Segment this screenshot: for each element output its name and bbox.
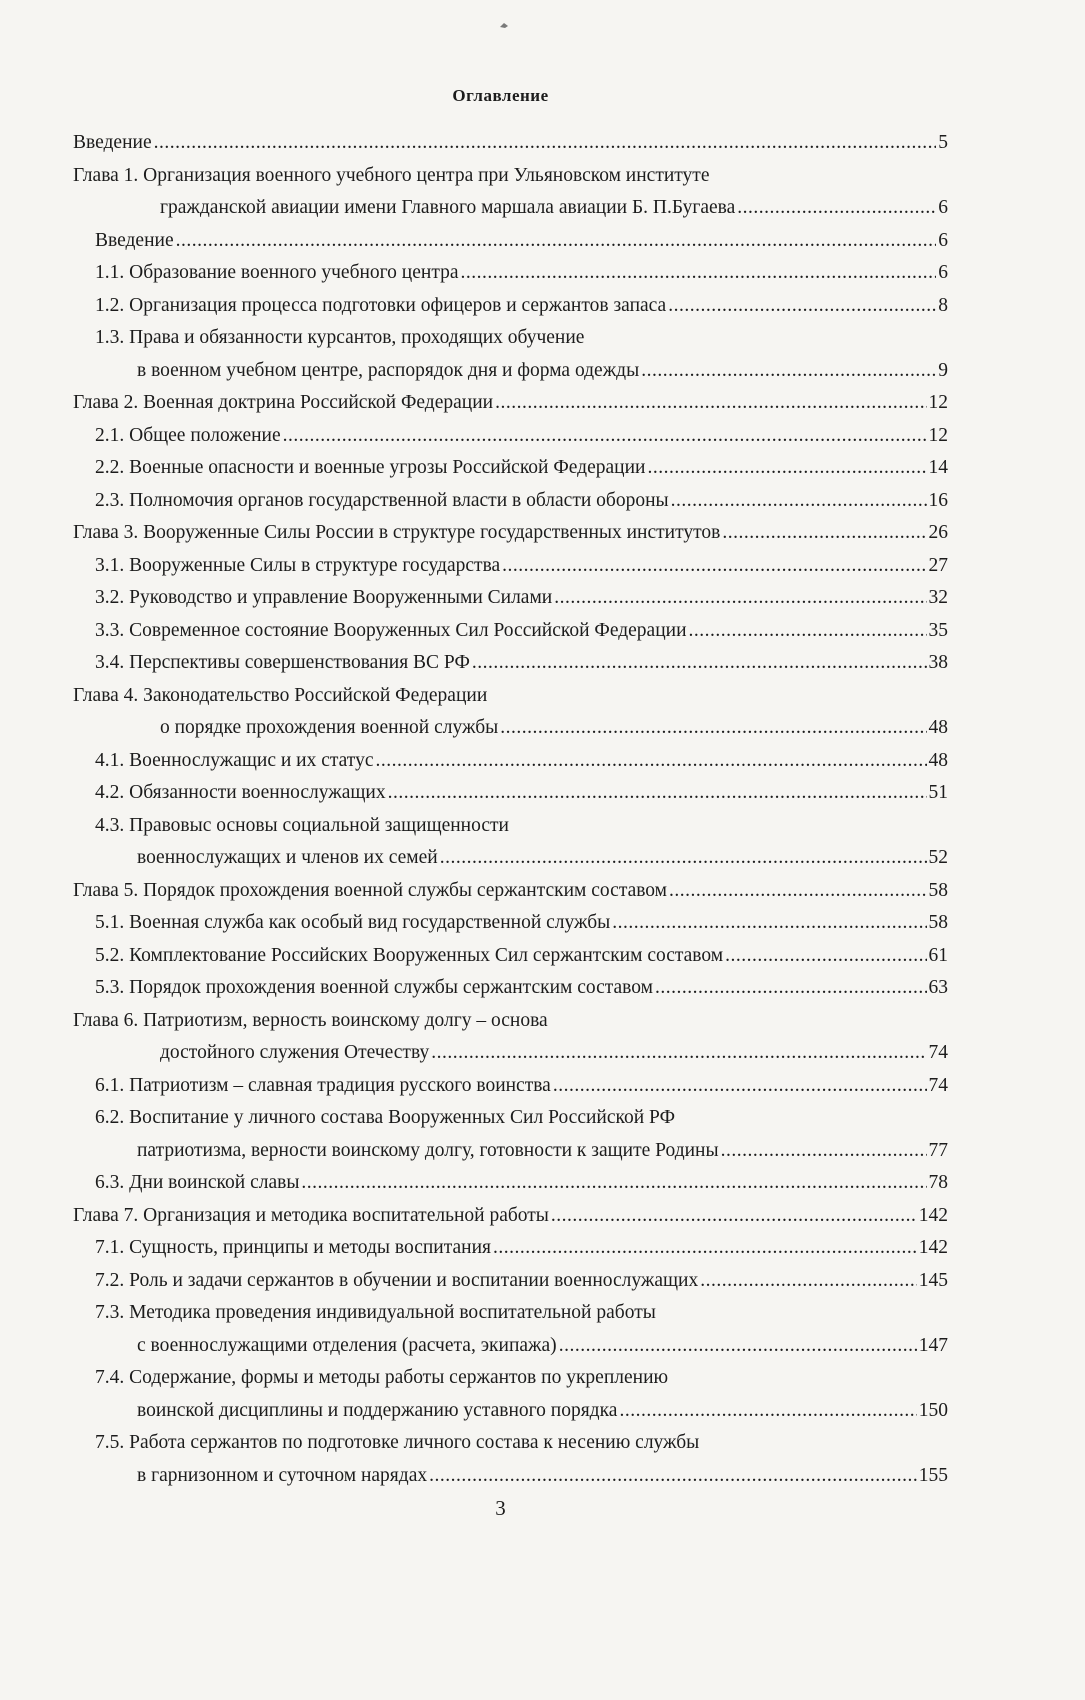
dot-leader — [671, 485, 927, 518]
toc-page-number: 155 — [918, 1464, 948, 1486]
toc-page-number: 63 — [928, 977, 948, 998]
toc-intro-entry — [0, 225, 1001, 258]
toc-entry-row — [95, 745, 948, 778]
dot-leader — [669, 875, 926, 908]
toc-section-entry — [0, 810, 1001, 875]
toc-entry-row — [73, 387, 948, 420]
toc-entry-text: Глава 7. Организация и методика воспитательной работы — [73, 1204, 549, 1226]
toc-section-entry — [0, 1070, 1001, 1103]
dot-leader — [502, 550, 926, 583]
toc-page-number: 74 — [928, 1074, 948, 1096]
ink-speck — [497, 18, 511, 32]
toc-page-number: 12 — [928, 392, 948, 413]
toc-section-entry — [0, 420, 1001, 453]
dot-leader — [500, 712, 926, 745]
toc-entry-text: 1.2. Организация процесса подготовки офицеров и сержантов запаса — [95, 294, 667, 316]
toc-entry-row — [137, 355, 948, 388]
dot-leader — [472, 647, 927, 680]
dot-leader — [495, 387, 926, 420]
toc-entry-row — [160, 1037, 948, 1070]
toc-entry-text: 3.4. Перспективы совершенствования ВС РФ — [95, 652, 470, 673]
toc-entry-text: 5.1. Военная служба как особый вид государственной службы — [95, 912, 611, 933]
dot-leader — [283, 420, 927, 453]
toc-entry-text: в гарнизонном и суточном нарядах — [137, 1464, 428, 1486]
toc-page-number: 150 — [918, 1399, 948, 1421]
toc-entry-row — [95, 452, 948, 485]
dot-leader — [559, 1330, 917, 1363]
dot-leader — [612, 907, 926, 940]
page-number: 3 — [495, 1496, 506, 1520]
toc-entry-text: 3.3. Современное состояние Вооруженных Сил Российской Федерации — [95, 619, 687, 641]
toc-section-entry — [0, 1265, 1001, 1298]
toc-section-entry — [0, 550, 1001, 583]
toc-section-entry — [0, 1427, 1001, 1492]
toc-entry-row — [95, 582, 948, 615]
toc-entry-row — [137, 842, 948, 875]
toc-entry-text: в военном учебном центре, распорядок дня и форма одежды — [137, 359, 640, 381]
dot-leader — [551, 1200, 917, 1233]
toc-entry-text: 2.3. Полномочия органов государственной власти в области обороны — [95, 489, 669, 511]
toc-entry-row — [95, 1265, 948, 1298]
toc-entry-row — [95, 907, 948, 940]
toc-page-number: 9 — [938, 359, 948, 381]
toc-chapter-entry — [0, 160, 1001, 225]
dot-leader — [554, 582, 926, 615]
toc-entry-row — [95, 1167, 948, 1200]
toc-entry-text: 5.2. Комплектование Российских Вооруженных Сил сержантским составом — [95, 944, 724, 966]
toc-entry-row — [95, 420, 948, 453]
dot-leader — [431, 1037, 926, 1070]
toc-section-entry — [0, 452, 1001, 485]
toc-entry-row — [160, 192, 948, 225]
toc-entry-row — [137, 1460, 948, 1493]
toc-chapter-entry — [0, 875, 1001, 908]
dot-leader — [722, 517, 926, 550]
toc-page-number: 74 — [928, 1042, 948, 1063]
toc-entry-text: 4.2. Обязанности военнослужащих — [95, 782, 386, 803]
toc-entry-text: 3.1. Вооруженные Силы в структуре государства — [95, 554, 501, 576]
toc-section-entry — [0, 745, 1001, 778]
toc-entry-text: о порядке прохождения военной службы — [160, 717, 499, 738]
toc-section-entry — [0, 1167, 1001, 1200]
toc-entry-row — [95, 550, 948, 583]
dot-leader — [689, 615, 927, 648]
toc-entry-text: 7.5. Работа сержантов по подготовке личного состава к несению службы — [95, 1432, 700, 1453]
toc-chapter-entry — [0, 1200, 1001, 1233]
toc-entry-text: Глава 5. Порядок прохождения военной службы сержантским составом — [73, 879, 668, 901]
dot-leader — [641, 355, 936, 388]
dot-leader — [668, 290, 936, 323]
toc-entry-text: военнослужащих и членов их семей — [137, 847, 438, 868]
toc-page-number: 5 — [938, 132, 948, 153]
toc-page-number: 6 — [938, 197, 948, 218]
toc-section-entry — [0, 485, 1001, 518]
toc-entry-row — [95, 972, 948, 1005]
toc-section-entry — [0, 972, 1001, 1005]
dot-leader — [725, 940, 926, 973]
toc-page-number: 12 — [928, 424, 948, 446]
toc-page-number: 51 — [928, 782, 948, 803]
toc-section-entry — [0, 1102, 1001, 1167]
toc-page-number: 6 — [938, 262, 948, 283]
toc-page-number: 58 — [928, 912, 948, 933]
toc-section-entry — [0, 290, 1001, 323]
dot-leader — [647, 452, 926, 485]
toc-intro-entry — [0, 127, 1001, 160]
dot-leader — [655, 972, 927, 1005]
toc-chapter-entry — [0, 1005, 1001, 1070]
toc-page-number: 61 — [928, 944, 948, 966]
dot-leader — [375, 745, 926, 778]
dot-leader — [737, 192, 936, 225]
toc-section-entry — [0, 257, 1001, 290]
toc-page-number: 8 — [938, 294, 948, 316]
toc-page-number: 35 — [928, 619, 948, 641]
toc-entry-row — [95, 290, 948, 323]
dot-leader — [700, 1265, 917, 1298]
toc-page-number: 52 — [928, 847, 948, 868]
dot-leader — [461, 257, 937, 290]
toc-entry-text: 3.2. Руководство и управление Вооруженными Силами — [95, 587, 553, 608]
toc-section-entry — [0, 940, 1001, 973]
toc-entry-text: 1.3. Права и обязанности курсантов, проходящих обучение — [95, 327, 585, 348]
dot-leader — [301, 1167, 926, 1200]
toc-entry-row — [73, 875, 948, 908]
toc-page-number: 14 — [928, 457, 948, 478]
toc-entry-text: 4.1. Военнослужащис и их статус — [95, 749, 374, 771]
dot-leader — [388, 777, 927, 810]
toc-entry-text: Глава 2. Военная доктрина Российской Федерации — [73, 392, 494, 413]
toc-entry-row — [73, 127, 948, 160]
dot-leader — [553, 1070, 927, 1103]
toc-entry-text: 6.1. Патриотизм – славная традиция русского воинства — [95, 1074, 551, 1096]
toc-chapter-entry — [0, 680, 1001, 745]
toc-page-number: 145 — [918, 1269, 948, 1291]
toc-section-entry — [0, 615, 1001, 648]
toc-section-entry — [0, 1297, 1001, 1362]
dot-leader — [721, 1135, 927, 1168]
toc-entry-row — [95, 257, 948, 290]
dot-leader — [619, 1395, 916, 1428]
toc-entry-text: патриотизма, верности воинскому долгу, готовности к защите Родины — [137, 1139, 719, 1161]
toc-section-entry — [0, 1232, 1001, 1265]
toc-entry-text: достойного служения Отечеству — [160, 1042, 430, 1063]
toc-page-number: 32 — [928, 587, 948, 608]
toc-page-number: 38 — [928, 652, 948, 673]
toc-entry-text: 7.1. Сущность, принципы и методы воспитания — [95, 1237, 491, 1258]
toc-page-number: 6 — [938, 229, 948, 251]
toc-entry-row — [95, 485, 948, 518]
toc-entry-row — [73, 517, 948, 550]
dot-leader — [493, 1232, 917, 1265]
toc-entry-text: воинской дисциплины и поддержанию уставного порядка — [137, 1399, 618, 1421]
toc-entry-row — [95, 1232, 948, 1265]
toc-entry-row — [95, 1070, 948, 1103]
table-of-contents — [0, 127, 1001, 1492]
toc-entry-row — [95, 940, 948, 973]
toc-entry-text: Глава 4. Законодательство Российской Федерации — [73, 684, 488, 706]
toc-entry-text: 5.3. Порядок прохождения военной службы сержантским составом — [95, 977, 653, 998]
toc-entry-row — [95, 777, 948, 810]
dot-leader — [176, 225, 937, 258]
toc-section-entry — [0, 582, 1001, 615]
dot-leader — [429, 1460, 917, 1493]
toc-entry-text: Введение — [73, 132, 152, 153]
toc-entry-text: 2.1. Общее положение — [95, 424, 281, 446]
toc-entry-row — [95, 647, 948, 680]
toc-entry-row — [73, 1200, 948, 1233]
toc-entry-text: Глава 3. Вооруженные Силы России в структуре государственных институтов — [73, 522, 721, 543]
toc-page-number: 27 — [928, 554, 948, 576]
toc-entry-text: 2.2. Военные опасности и военные угрозы Российской Федерации — [95, 457, 646, 478]
toc-entry-row — [137, 1135, 948, 1168]
toc-title: Оглавление — [452, 86, 549, 105]
dot-leader — [440, 842, 927, 875]
dot-leader — [154, 127, 937, 160]
toc-entry-text: 7.3. Методика проведения индивидуальной воспитательной работы — [95, 1302, 656, 1323]
toc-entry-text: 7.4. Содержание, формы и методы работы сержантов по укреплению — [95, 1367, 669, 1388]
toc-entry-text: 6.2. Воспитание у личного состава Вооруженных Сил Российской РФ — [95, 1107, 675, 1128]
toc-page-number: 16 — [928, 489, 948, 511]
toc-page-number: 147 — [918, 1334, 948, 1356]
toc-chapter-entry — [0, 387, 1001, 420]
toc-page-number: 142 — [918, 1237, 948, 1258]
toc-page-number: 48 — [928, 717, 948, 738]
toc-entry-row — [137, 1330, 948, 1363]
toc-entry-row — [95, 615, 948, 648]
toc-page-number: 142 — [918, 1204, 948, 1226]
toc-entry-text: Глава 1. Организация военного учебного центра при Ульяновском институте — [73, 164, 710, 186]
toc-entry-row — [160, 712, 948, 745]
toc-page-number: 26 — [928, 522, 948, 543]
toc-entry-row — [95, 225, 948, 258]
toc-page-number: 78 — [928, 1172, 948, 1193]
toc-section-entry — [0, 777, 1001, 810]
toc-entry-text: гражданской авиации имени Главного маршала авиации Б. П.Бугаева — [160, 197, 736, 218]
toc-entry-text: Введение — [95, 229, 174, 251]
toc-page-number: 48 — [928, 749, 948, 771]
toc-entry-text: 4.3. Правовыс основы социальной защищенности — [95, 814, 509, 836]
toc-section-entry — [0, 322, 1001, 387]
toc-page-number: 77 — [928, 1139, 948, 1161]
toc-entry-row — [137, 1395, 948, 1428]
toc-page-number: 58 — [928, 879, 948, 901]
toc-entry-text: 7.2. Роль и задачи сержантов в обучении и воспитании военнослужащих — [95, 1269, 699, 1291]
toc-entry-text: 1.1. Образование военного учебного центра — [95, 262, 459, 283]
toc-chapter-entry — [0, 517, 1001, 550]
toc-entry-text: Глава 6. Патриотизм, верность воинскому долгу – основа — [73, 1009, 548, 1031]
toc-entry-text: 6.3. Дни воинской славы — [95, 1172, 300, 1193]
toc-entry-text: с военнослужащими отделения (расчета, экипажа) — [137, 1334, 557, 1356]
toc-section-entry — [0, 907, 1001, 940]
toc-section-entry — [0, 647, 1001, 680]
toc-section-entry — [0, 1362, 1001, 1427]
